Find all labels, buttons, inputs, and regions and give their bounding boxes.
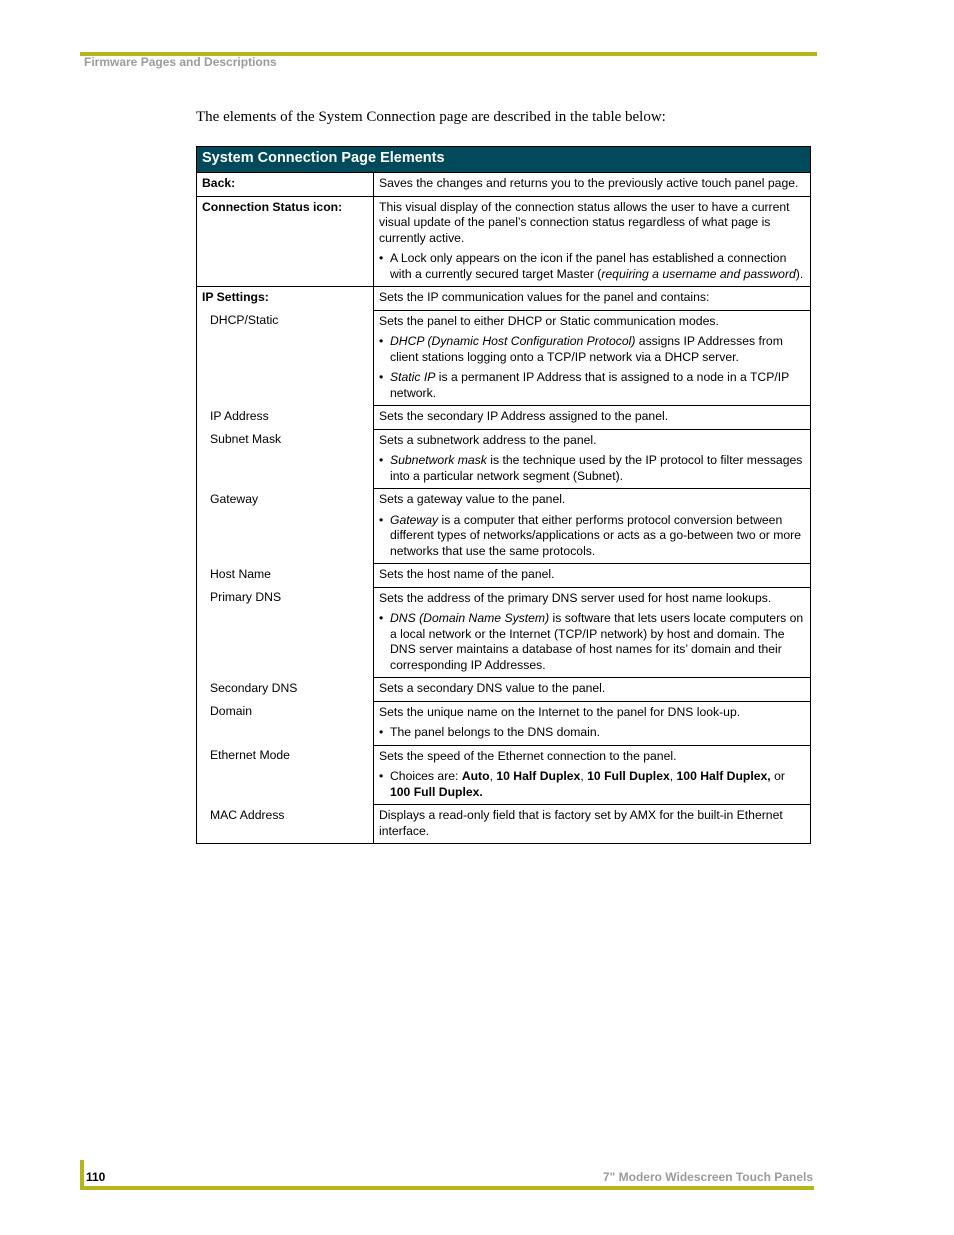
bullet-item: • Static IP is a permanent IP Address that is assigned to a node in a TCP/IP network. xyxy=(379,370,790,400)
row-label: Ethernet Mode xyxy=(197,745,374,805)
bullet-item: • A Lock only appears on the icon if the panel has established a connection with a currently secured target Master (requiring a username and password). xyxy=(379,251,804,281)
bullet-item: • DHCP (Dynamic Host Configuration Protocol) assigns IP Addresses from client stations logging onto a TCP/IP network via a DHCP server. xyxy=(379,334,783,364)
row-description: Saves the changes and returns you to the previously active touch panel page. xyxy=(374,173,811,197)
row-label: Secondary DNS xyxy=(197,678,374,702)
elements-table xyxy=(196,146,811,844)
row-description: Sets the host name of the panel. xyxy=(374,564,811,588)
description-text: This visual display of the connection status allows the user to have a current visual update of the panel’s connection status regardless of what page is currently active. xyxy=(379,199,790,245)
row-label: IP Settings: xyxy=(197,287,374,311)
table-row xyxy=(197,701,811,745)
table-row xyxy=(197,287,811,311)
row-description: Sets a gateway value to the panel. • Gateway is a computer that either performs protocol conversion between different types of networks/applications or acts as a go-between two or more networks that use the same protocols. xyxy=(374,489,811,564)
row-description: Displays a read-only field that is factory set by AMX for the built-in Ethernet interface. xyxy=(374,805,811,844)
row-description: Sets the address of the primary DNS server used for host name lookups. • DNS (Domain Name System) is software that lets users locate computers on a local network or the Internet (TCP/IP network) by host and domain. The DNS server maintains a database of host names for its’ domain and their corresponding IP Addresses. xyxy=(374,587,811,678)
row-description: Sets a secondary DNS value to the panel. xyxy=(374,678,811,702)
table-row xyxy=(197,429,811,489)
bullet-item: • Subnetwork mask is the technique used by the IP protocol to filter messages into a particular network segment (Subnet). xyxy=(379,453,803,483)
table-row xyxy=(197,587,811,678)
footer-rule xyxy=(80,1186,814,1190)
row-description: Sets the unique name on the Internet to the panel for DNS look-up. • The panel belongs to the DNS domain. xyxy=(374,701,811,745)
row-label: Subnet Mask xyxy=(197,429,374,489)
row-label: IP Address xyxy=(197,406,374,430)
row-label: Connection Status icon: xyxy=(197,196,374,287)
row-description: Sets a subnetwork address to the panel. • Subnetwork mask is the technique used by the IP protocol to filter messages into a particular network segment (Subnet). xyxy=(374,429,811,489)
table-row xyxy=(197,310,811,406)
row-description: Sets the speed of the Ethernet connection to the panel. • Choices are: Auto, 10 Half Duplex, 10 Full Duplex, 100 Half Duplex, or 100 Full Duplex. xyxy=(374,745,811,805)
table-row xyxy=(197,196,811,287)
row-label: Back: xyxy=(197,173,374,197)
table-row xyxy=(197,173,811,197)
table-row xyxy=(197,564,811,588)
table-row xyxy=(197,406,811,430)
row-description xyxy=(374,196,811,287)
table-row xyxy=(197,745,811,805)
bullet-dot: • xyxy=(379,251,384,265)
row-description: Sets the IP communication values for the panel and contains: xyxy=(374,287,811,311)
row-label: Primary DNS xyxy=(197,587,374,678)
table-row xyxy=(197,805,811,844)
row-label: Gateway xyxy=(197,489,374,564)
row-description: Sets the secondary IP Address assigned to the panel. xyxy=(374,406,811,430)
table-row xyxy=(197,678,811,702)
bullet-item: • DNS (Domain Name System) is software that lets users locate computers on a local network or the Internet (TCP/IP network) by host and domain. The DNS server maintains a database of host names for its’ domain and their corresponding IP Addresses. xyxy=(379,611,804,672)
table-title: System Connection Page Elements xyxy=(197,147,811,173)
row-label: Host Name xyxy=(197,564,374,588)
table-row xyxy=(197,489,811,564)
bullet-item: • Gateway is a computer that either performs protocol conversion between different types of networks/applications or acts as a go-between two or more networks that use the same protocols. xyxy=(379,512,801,558)
page-number: 110 xyxy=(86,1170,106,1184)
row-label: MAC Address xyxy=(197,805,374,844)
bullet-item: • The panel belongs to the DNS domain. xyxy=(379,725,601,739)
section-header: Firmware Pages and Descriptions xyxy=(84,55,277,69)
row-description: Sets the panel to either DHCP or Static communication modes. • DHCP (Dynamic Host Configuration Protocol) assigns IP Addresses from client stations logging onto a TCP/IP network via a DHCP server. • Static IP is a permanent IP Address that is assigned to a node in a TCP/IP network. xyxy=(374,310,811,406)
intro-text: The elements of the System Connection page are described in the table below: xyxy=(196,109,666,125)
row-label: Domain xyxy=(197,701,374,745)
row-label: DHCP/Static xyxy=(197,310,374,406)
bullet-item: • Choices are: Auto, 10 Half Duplex, 10 Full Duplex, 100 Half Duplex, or 100 Full Duplex. xyxy=(379,769,785,799)
table-title-row xyxy=(197,147,811,173)
footer-title: 7" Modero Widescreen Touch Panels xyxy=(602,1170,813,1184)
